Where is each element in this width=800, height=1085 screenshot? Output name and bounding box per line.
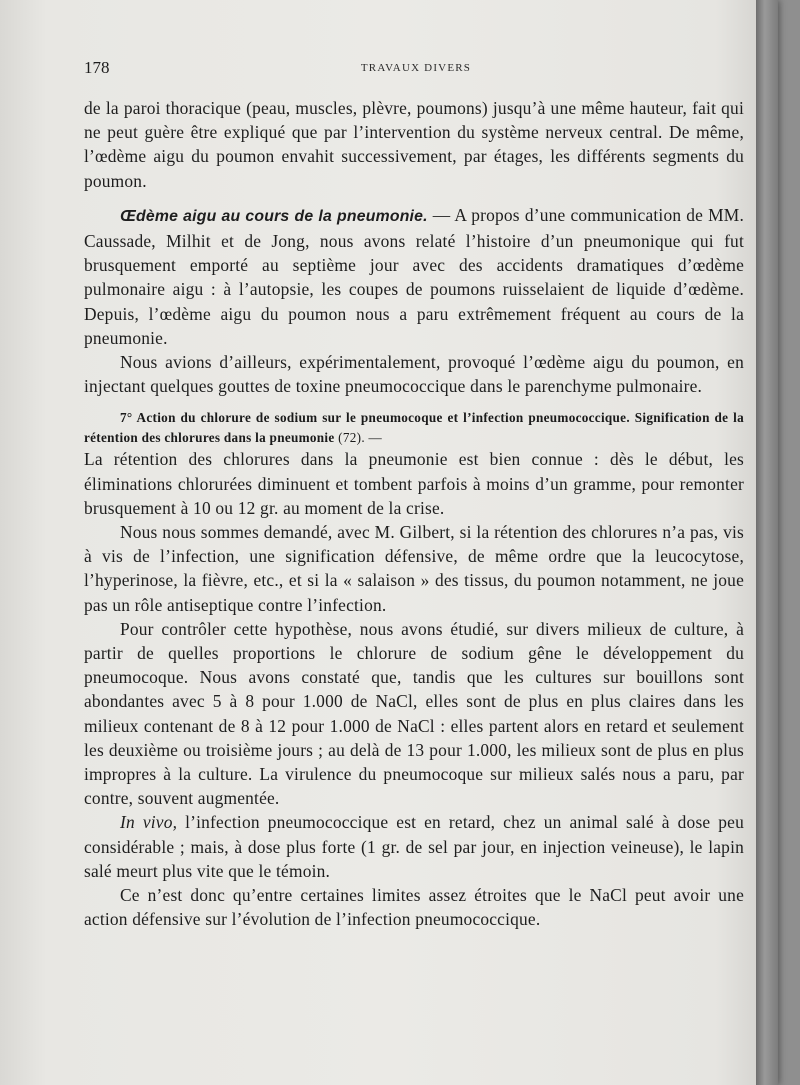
spacer — [84, 398, 744, 408]
section-7-heading-text: 7° Action du chlorure de sodium sur le pneumocoque et l’infection pneumococcique. Signification de la rétention des chlorures dans la pneumonie — [84, 410, 744, 445]
paragraph-oedeme-text: — A propos d’une communication de MM. Caussade, Milhit et de Jong, nous avons relaté l’histoire d’un pneumonique qui fut brusquement emporté au septième jour avec des accidents dramatiques d’œdème pulmonaire aigu : à l’autopsie, les coupes de poumons ruisselaient de liquide d’œdème. Depuis, l’œdème aigu du poumon nous a paru extrêmement fréquent au cours de la pneumonie. — [84, 204, 744, 348]
page-number: 178 — [84, 58, 110, 77]
paragraph-hypothesis: Pour contrôler cette hypothèse, nous avons étudié, sur divers milieux de culture, à partir de quelles proportions le chlorure de sodium gêne le développement du pneumocoque. Nous avons constaté que, tandis que les cultures sur bouillons sont abondantes avec 5 à 8 pour 1.000 de NaCl, elles sont de plus en plus claires dans les milieux contenant de 8 à 12 pour 1.000 de NaCl : elles partent alors en retard et seulement les deuxième ou troisième jours ; au delà de 13 pour 1.000, les milieux sont de plus en plus impropres à la culture. La virulence du pneumocoque sur milieux salés nous a paru, par contre, souvent augmentée. — [84, 618, 744, 809]
paragraph-conclusion: Ce n’est donc qu’entre certaines limites assez étroites que le NaCl peut avoir une action défensive sur l’évolution de l’infection pneumococcique. — [84, 885, 744, 930]
section-7-heading — [84, 408, 744, 447]
page-header — [84, 58, 748, 82]
paragraph-experimental: Nous avions d’ailleurs, expérimentalement, provoqué l’œdème aigu du poumon, en injectant quelques gouttes de toxine pneumococcique dans le parenchyme pulmonaire. — [84, 352, 744, 397]
paragraph-gilbert: Nous nous sommes demandé, avec M. Gilbert, si la rétention des chlorures n’a pas, vis à vis de l’infection, une signification défensive, de même ordre que la leucocytose, l’hyperinose, la fièvre, etc., et si la « salaison » des tissus, du poumon notamment, ne joue pas un rôle antiseptique contre l’infection. — [84, 522, 744, 615]
paragraph-retention: La rétention des chlorures dans la pneumonie est bien connue : dès le début, les éliminations chlorurées diminuent et tombent parfois à moins d’un gramme, pour remonter brusquement à 10 ou 12 gr. au moment de la crise. — [84, 449, 744, 518]
subsection-title: Œdème aigu au cours de la pneumonie. — [120, 207, 428, 225]
in-vivo-text: l’infection pneumococcique est en retard, chez un animal salé à dose peu considérable ; mais, à dose plus forte (1 gr. de sel par jour, en injection veineuse), le lapin salé meurt plus vite que le témoin. — [84, 812, 744, 881]
running-head: TRAVAUX DIVERS — [360, 62, 472, 74]
paragraph-in-vivo — [84, 810, 744, 883]
spacer — [84, 193, 744, 203]
in-vivo-lead: In vivo, — [120, 812, 178, 833]
body-text — [84, 96, 744, 932]
section-7-reference: (72). — — [338, 429, 383, 445]
paragraph-oedeme — [84, 203, 744, 350]
paragraph-continuation: de la paroi thoracique (peau, muscles, plèvre, poumons) jusqu’à une même hauteur, fait qui ne peut guère être expliqué que par l’intervention du système nerveux central. De même, l’œdème aigu du poumon envahit successivement, par étages, les différents segments du poumon. — [84, 98, 744, 191]
page-edge-shadow — [756, 0, 778, 1085]
